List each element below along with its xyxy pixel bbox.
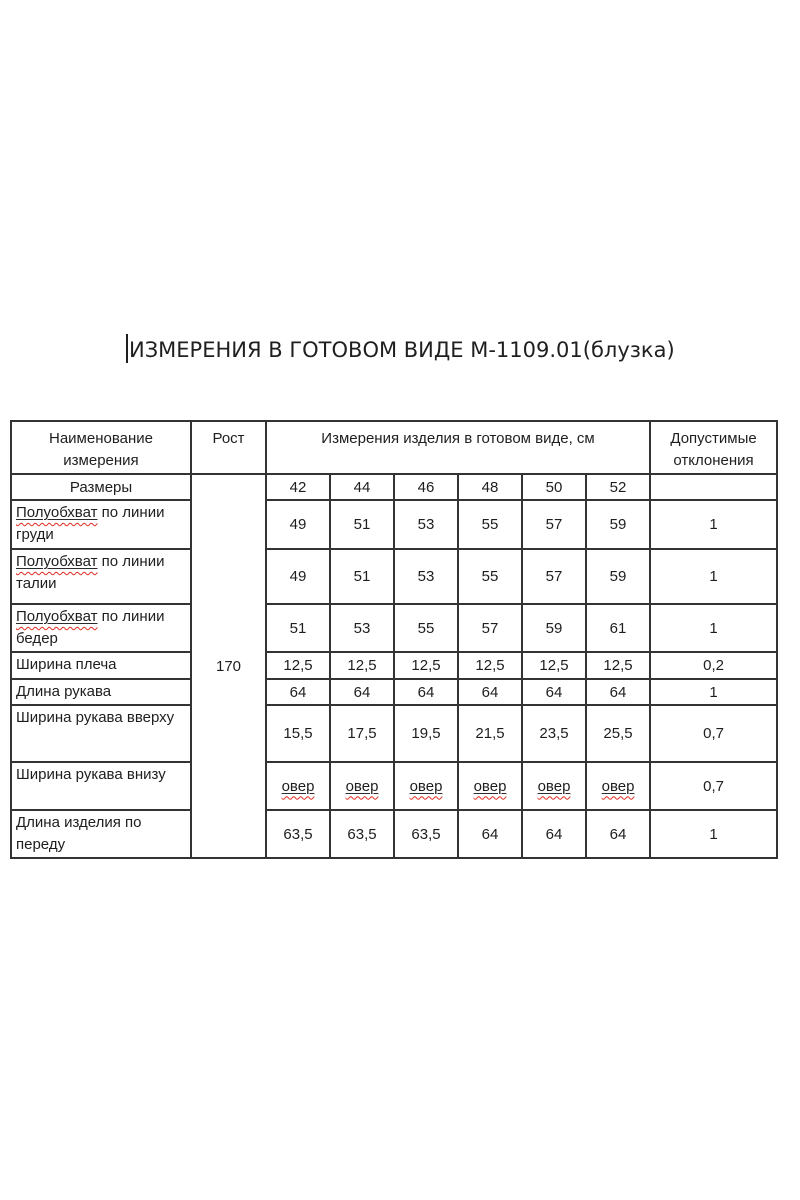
value-cell: 64: [330, 679, 394, 705]
tolerance-cell: 0,7: [650, 705, 777, 762]
sizes-row-label: Размеры: [11, 474, 191, 500]
value-cell: [394, 762, 458, 810]
row-label-text: Длина рукава: [16, 683, 112, 700]
value-cell: 17,5: [330, 705, 394, 762]
value-cell: 59: [522, 604, 586, 652]
value-cell: 21,5: [458, 705, 522, 762]
tolerance-cell: 0,7: [650, 762, 777, 810]
value-cell: 55: [458, 500, 522, 549]
height-value-cell: 170: [191, 474, 266, 858]
row-label-text: Ширина рукава вверху: [16, 709, 175, 726]
value-cell: 12,5: [330, 652, 394, 679]
value-cell: 64: [394, 679, 458, 705]
sizes-row: [11, 474, 777, 500]
tolerance-cell-empty: [650, 474, 777, 500]
size-header-cell: 46: [394, 474, 458, 500]
table-body: [11, 421, 777, 858]
row-label: [11, 705, 191, 762]
row-label: [11, 604, 191, 652]
table-row: [11, 652, 777, 679]
size-header-cell: 42: [266, 474, 330, 500]
misspelled-text: овер: [345, 777, 379, 795]
row-label: [11, 652, 191, 679]
value-cell: 64: [458, 679, 522, 705]
value-cell: 55: [394, 604, 458, 652]
misspelled-word: [16, 553, 97, 570]
row-label-text: по линии бедер: [16, 608, 165, 647]
size-header-cell: 52: [586, 474, 650, 500]
header-row: [11, 421, 777, 474]
misspelled-value: [538, 778, 571, 795]
value-cell: 61: [586, 604, 650, 652]
value-cell: 63,5: [330, 810, 394, 858]
row-label-text: Длина изделия по переду: [16, 814, 142, 853]
value-cell: 64: [522, 810, 586, 858]
table-row: [11, 679, 777, 705]
value-cell: 57: [522, 549, 586, 604]
misspelled-value: [410, 778, 443, 795]
misspelled-value: [346, 778, 379, 795]
table-row: [11, 604, 777, 652]
value-cell: 51: [330, 500, 394, 549]
misspelled-text: Полуобхват: [16, 608, 98, 625]
value-cell: 53: [394, 500, 458, 549]
col-header-height: Рост: [191, 421, 266, 474]
value-cell: 59: [586, 500, 650, 549]
col-header-name: Наименование измерения: [11, 421, 191, 474]
row-label-text: по линии талии: [16, 553, 165, 592]
value-cell: [330, 762, 394, 810]
misspelled-word: [16, 608, 97, 625]
value-cell: 53: [330, 604, 394, 652]
value-cell: [266, 762, 330, 810]
value-cell: 15,5: [266, 705, 330, 762]
measurements-table: [10, 420, 778, 859]
col-header-measurements: Измерения изделия в готовом виде, см: [266, 421, 650, 474]
value-cell: [458, 762, 522, 810]
misspelled-text: Полуобхват: [16, 504, 98, 521]
misspelled-text: овер: [601, 777, 635, 795]
misspelled-word: [16, 504, 97, 521]
value-cell: [586, 762, 650, 810]
table-row: [11, 810, 777, 858]
row-label-text: Ширина рукава внизу: [16, 766, 166, 783]
table-row: [11, 500, 777, 549]
value-cell: 57: [458, 604, 522, 652]
value-cell: 63,5: [266, 810, 330, 858]
misspelled-value: [474, 778, 507, 795]
value-cell: 55: [458, 549, 522, 604]
row-label: [11, 810, 191, 858]
misspelled-text: овер: [473, 777, 507, 795]
misspelled-text: овер: [409, 777, 443, 795]
table-row: [11, 762, 777, 810]
row-label-text: Ширина плеча: [16, 656, 117, 673]
value-cell: 64: [586, 810, 650, 858]
misspelled-text: Полуобхват: [16, 553, 98, 570]
value-cell: 12,5: [522, 652, 586, 679]
tolerance-cell: 0,2: [650, 652, 777, 679]
value-cell: 63,5: [394, 810, 458, 858]
value-cell: 49: [266, 549, 330, 604]
tolerance-cell: 1: [650, 810, 777, 858]
tolerance-cell: 1: [650, 549, 777, 604]
value-cell: 12,5: [394, 652, 458, 679]
size-header-cell: 50: [522, 474, 586, 500]
value-cell: 64: [586, 679, 650, 705]
row-label: [11, 679, 191, 705]
value-cell: 64: [522, 679, 586, 705]
value-cell: 23,5: [522, 705, 586, 762]
value-cell: 19,5: [394, 705, 458, 762]
text-cursor: [126, 334, 128, 363]
value-cell: 57: [522, 500, 586, 549]
value-cell: 51: [266, 604, 330, 652]
misspelled-value: [602, 778, 635, 795]
value-cell: 64: [458, 810, 522, 858]
value-cell: 25,5: [586, 705, 650, 762]
value-cell: 49: [266, 500, 330, 549]
value-cell: 12,5: [586, 652, 650, 679]
table-row: [11, 549, 777, 604]
size-header-cell: 44: [330, 474, 394, 500]
value-cell: 12,5: [458, 652, 522, 679]
row-label: [11, 549, 191, 604]
tolerance-cell: 1: [650, 500, 777, 549]
value-cell: [522, 762, 586, 810]
row-label: [11, 500, 191, 549]
value-cell: 53: [394, 549, 458, 604]
row-label: [11, 762, 191, 810]
value-cell: 12,5: [266, 652, 330, 679]
tolerance-cell: 1: [650, 604, 777, 652]
misspelled-value: [282, 778, 315, 795]
value-cell: 59: [586, 549, 650, 604]
size-header-cell: 48: [458, 474, 522, 500]
value-cell: 64: [266, 679, 330, 705]
table-row: [11, 705, 777, 762]
misspelled-text: овер: [281, 777, 315, 795]
value-cell: 51: [330, 549, 394, 604]
col-header-tolerance: Допустимые отклонения: [650, 421, 777, 474]
document-title: [126, 334, 675, 363]
misspelled-text: овер: [537, 777, 571, 795]
row-label-text: по линии груди: [16, 504, 165, 543]
tolerance-cell: 1: [650, 679, 777, 705]
document-title-text: ИЗМЕРЕНИЯ В ГОТОВОМ ВИДЕ М-1109.01(блузка): [129, 338, 675, 362]
